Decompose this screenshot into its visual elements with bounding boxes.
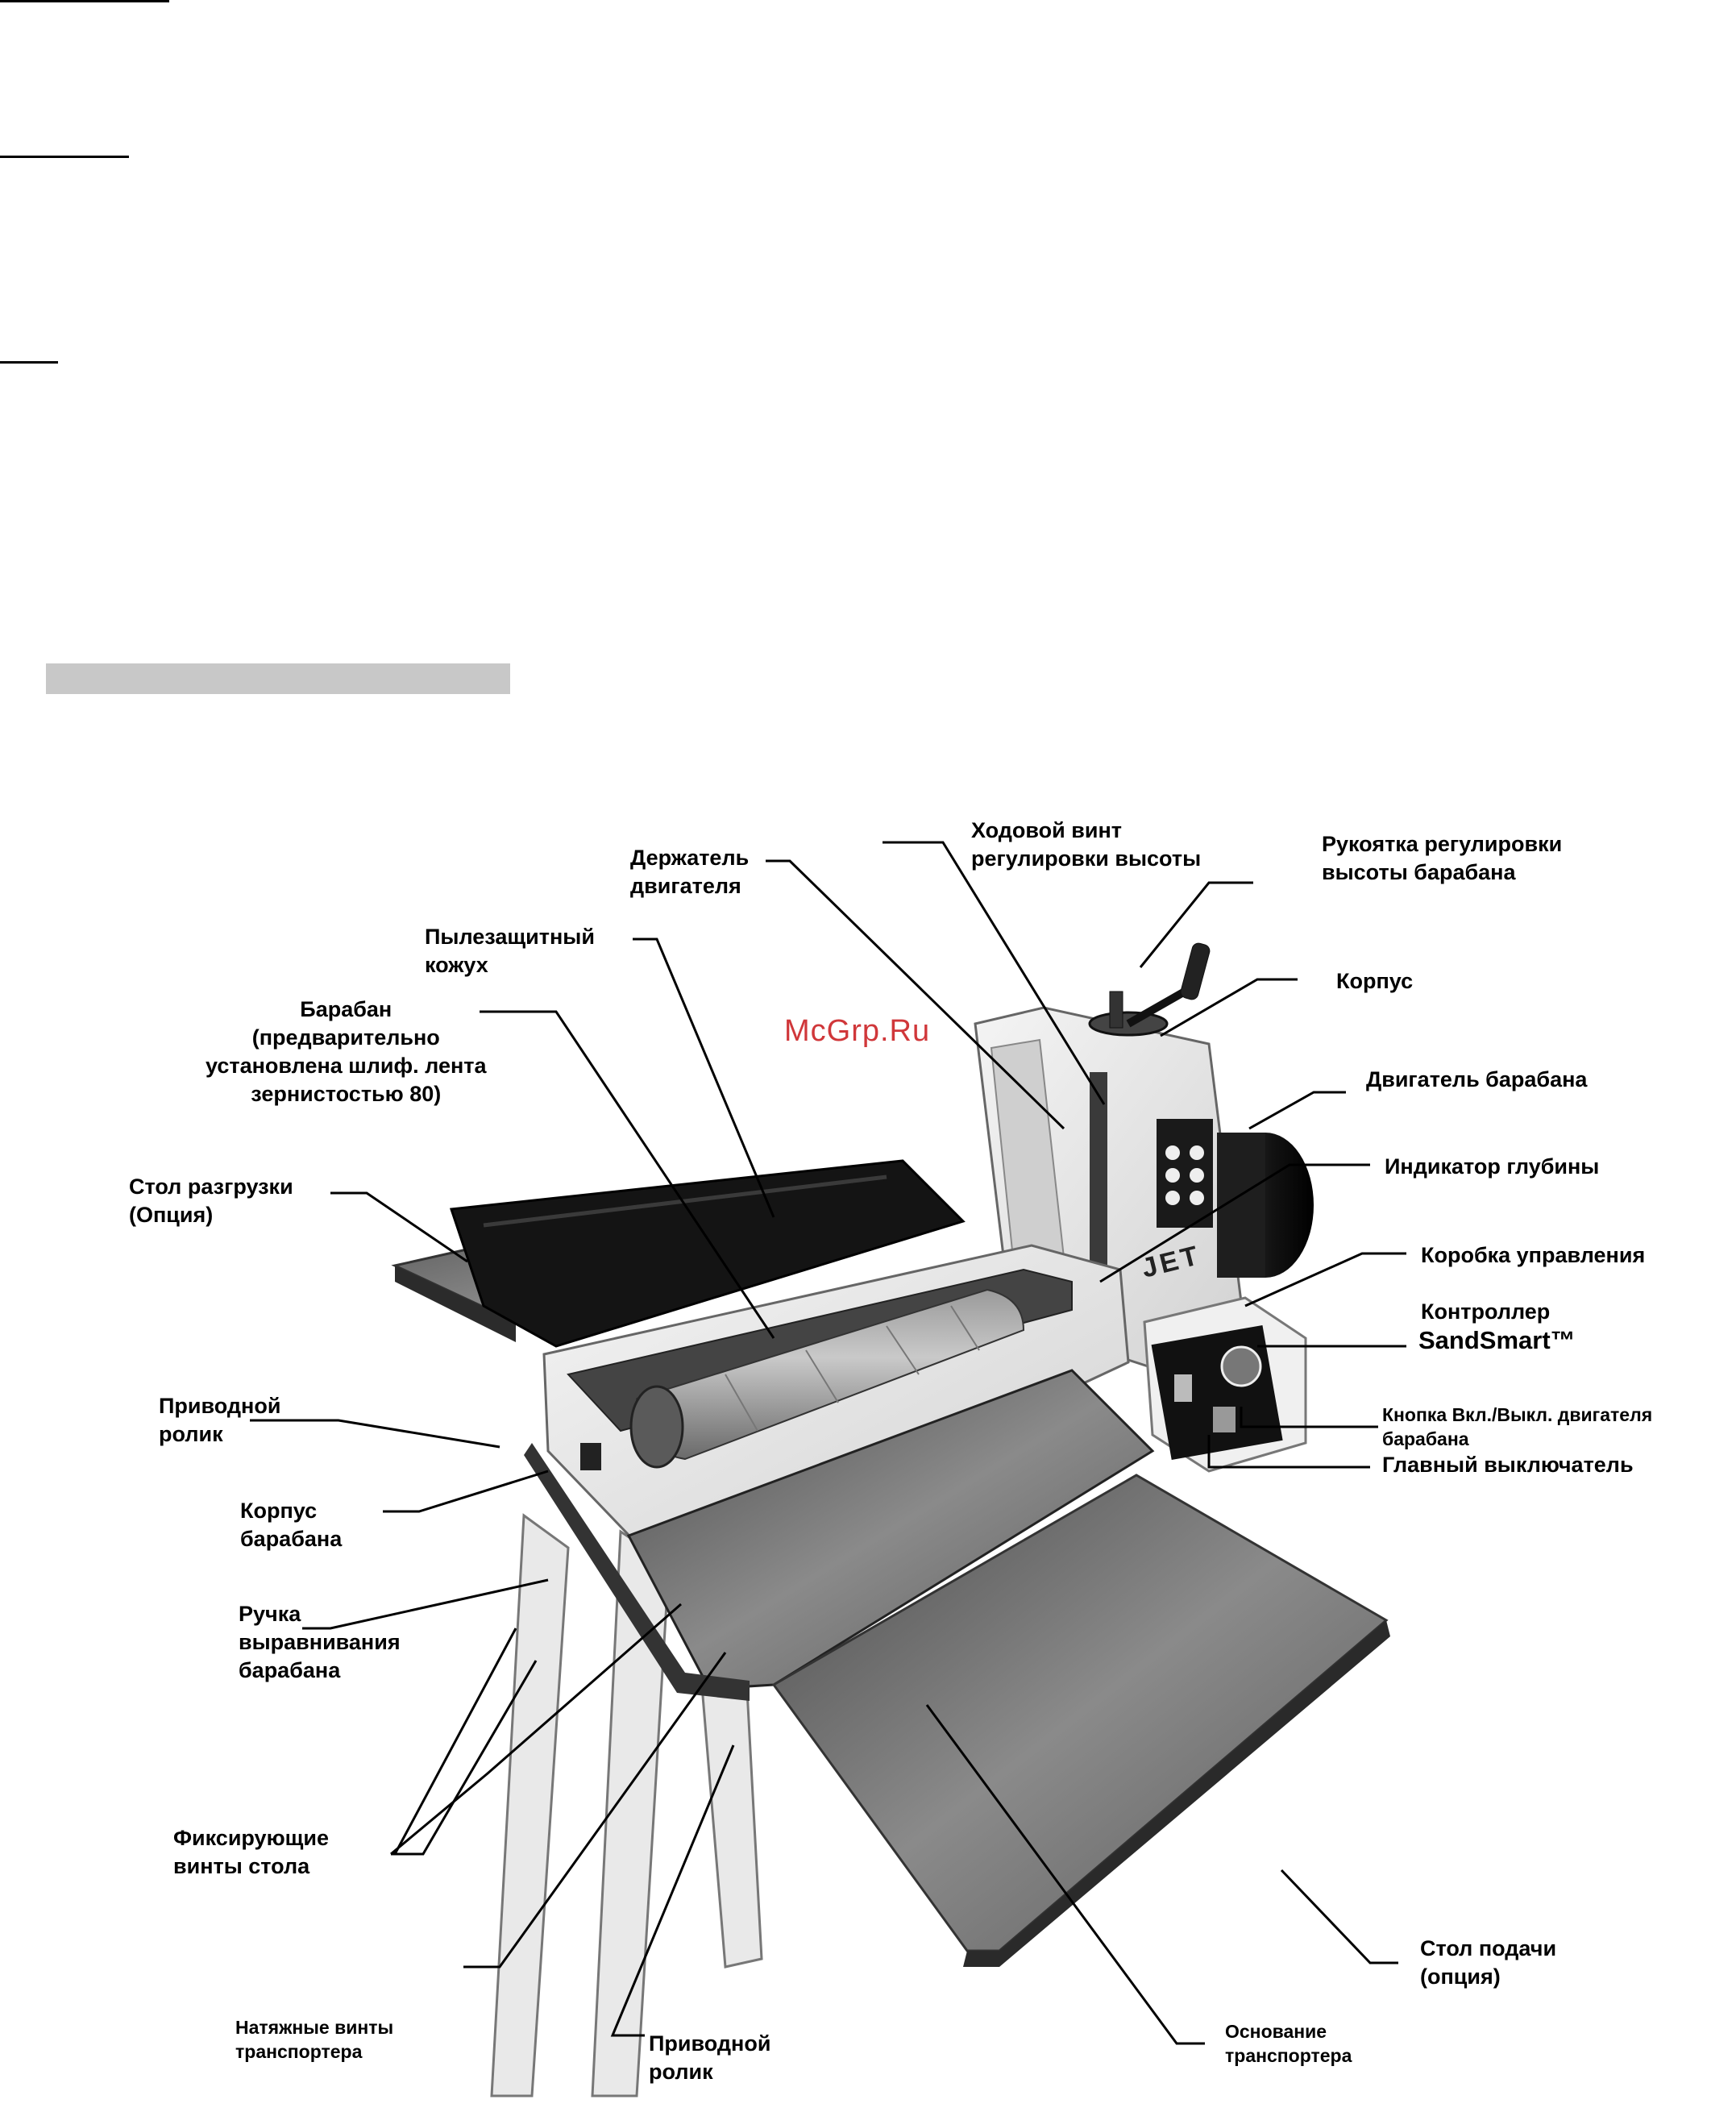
sandsmart-dial xyxy=(1222,1347,1260,1386)
label-conveyor-base: Основание транспортера xyxy=(1225,2021,1352,2066)
heading-rule-2 xyxy=(0,156,129,158)
warning-decal xyxy=(1157,1119,1213,1228)
label-controller: Контроллер xyxy=(1421,1299,1551,1324)
label-drum-motor-switch: Кнопка Вкл./Выкл. двигателя барабана xyxy=(1382,1404,1653,1449)
label-drum-motor: Двигатель барабана xyxy=(1366,1067,1588,1091)
label-drum-alignment-knob: Ручка выравнивания барабана xyxy=(239,1602,401,1682)
label-drive-roller-2: Приводной ролик xyxy=(649,2031,771,2084)
label-sandsmart: SandSmart™ xyxy=(1418,1326,1576,1354)
label-height-crank: Рукоятка регулировки высоты барабана xyxy=(1322,832,1563,884)
brand-logo: JET xyxy=(1138,1239,1205,1284)
label-infeed-table: Стол подачи (опция) xyxy=(1420,1936,1557,1989)
label-dust-hood: Пылезащитный кожух xyxy=(425,925,595,977)
lead-screw xyxy=(1090,1072,1107,1290)
label-drum: Барабан (предварительно установлена шлиф. лента зернистостью 80) xyxy=(206,997,487,1106)
label-motor-holder: Держатель двигателя xyxy=(630,846,750,898)
section-gray-bar xyxy=(46,663,510,694)
label-housing: Корпус xyxy=(1336,969,1414,993)
machine-diagram xyxy=(0,806,1736,2112)
label-tension-screws: Натяжные винты транспортера xyxy=(235,2017,394,2062)
label-table-lock-screws: Фиксирующие винты стола xyxy=(173,1826,330,1878)
label-control-box: Коробка управления xyxy=(1421,1243,1646,1267)
heading-rule-3 xyxy=(0,361,58,364)
label-depth-indicator: Индикатор глубины xyxy=(1385,1154,1600,1179)
label-outfeed-table: Стол разгрузки (Опция) xyxy=(129,1174,293,1227)
label-drum-housing: Корпус барабана xyxy=(240,1499,343,1551)
label-lead-screw: Ходовой винт регулировки высоты xyxy=(971,818,1202,871)
main-power-switch xyxy=(1213,1407,1236,1432)
label-main-switch: Главный выключатель xyxy=(1382,1453,1634,1477)
watermark: McGrp.Ru xyxy=(784,1014,931,1048)
heading-rule-1 xyxy=(0,0,169,2)
drum-motor-switch xyxy=(1174,1374,1192,1402)
label-drive-roller-1: Приводной ролик xyxy=(159,1394,281,1446)
